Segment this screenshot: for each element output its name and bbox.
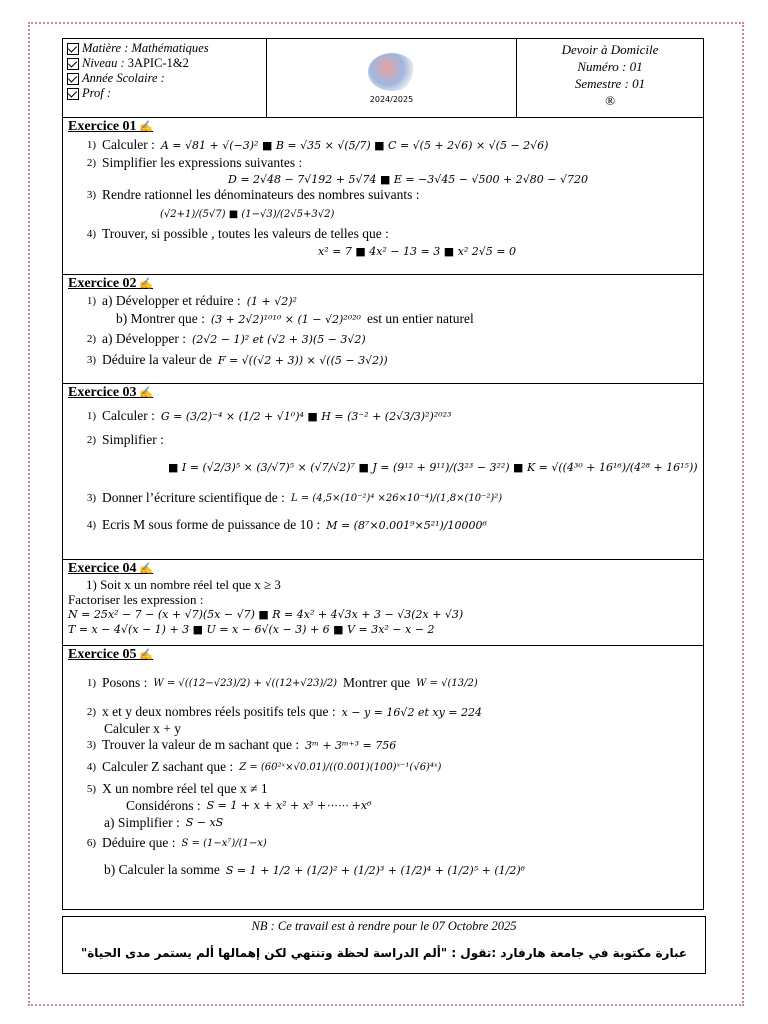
- question-number: 3): [86, 739, 96, 751]
- question: a) Développer :: [102, 331, 186, 346]
- question-number: 1): [86, 410, 96, 422]
- prof: Prof :: [82, 86, 112, 100]
- question-number: 3): [86, 354, 96, 366]
- math: T = x − 4√(x − 1) + 3 ■ U = x − 6√(x − 3) + 6 ■ V = 3x² − x − 2: [68, 623, 435, 636]
- question: Déduire que :: [102, 835, 176, 850]
- question: Simplifier :: [102, 432, 164, 447]
- question-number: 1): [86, 139, 96, 151]
- question: Calculer Z sachant que :: [102, 759, 234, 774]
- exercise-title: Exercice 04: [68, 561, 137, 576]
- worksheet: [62, 38, 704, 910]
- exercise-title: Exercice 05: [68, 647, 137, 662]
- question-number: 1): [86, 677, 96, 689]
- matiere: Matière : Mathématiques: [82, 41, 209, 55]
- math: A = √81 + √(−3)² ■ B = √35 × √(5/7) ■ C = √(5 + 2√6) × √(5 − 2√6): [160, 138, 549, 152]
- question: a) Simplifier :: [104, 814, 180, 830]
- question: Factoriser les expression :: [68, 591, 204, 607]
- question-number: 2): [86, 434, 96, 446]
- math: S = 1 + x + x² + x³ +⋯⋯ +x⁶: [206, 799, 372, 812]
- math: (√2+1)/(5√7) ■ (1−√3)/(2√5+3√2): [160, 208, 335, 220]
- question-number: 2): [86, 333, 96, 345]
- math: (2√2 − 1)² et (√2 + 3)(5 − 3√2): [191, 332, 366, 346]
- question: Rendre rationnel les dénominateurs des nombres suivants :: [102, 187, 420, 202]
- math: G = (3/2)⁻⁴ × (1/2 + √1⁰)⁴ ■ H = (3⁻² + (2√3/3)²)²⁰²³: [160, 409, 452, 423]
- niveau-value: 3APIC-1&2: [127, 56, 189, 70]
- checkbox-icon: [67, 73, 79, 85]
- math: S = (1−x⁷)/(1−x): [181, 837, 267, 849]
- question-number: 4): [86, 519, 96, 531]
- exercise-2: [62, 275, 704, 384]
- school-logo: [368, 53, 416, 91]
- header-devoir: [517, 39, 703, 117]
- math: F = √((√2 + 3)) × √((5 − 3√2)): [217, 353, 388, 367]
- question-number: 2): [86, 706, 96, 718]
- header: [62, 38, 704, 118]
- math: M = (8⁷×0.001⁹×5²¹)/10000⁶: [326, 518, 487, 532]
- math: S − xS: [185, 816, 224, 829]
- question: x et y deux nombres réels positifs tels que :: [102, 704, 336, 719]
- question: Trouver la valeur de m sachant que :: [102, 737, 300, 752]
- checkbox-icon: [67, 88, 79, 100]
- exercise-3: [62, 384, 704, 560]
- math: (3 + 2√2)¹⁰¹⁰ × (1 − √2)²⁰²⁰: [210, 312, 361, 326]
- question: Déduire la valeur de: [102, 352, 212, 367]
- arabic-quote: عبارة مكتوبة في جامعة هارفارد :تقول : "ألم الدراسة لحظة وتنتهي لكن إهمالها ألم يستمر مدى الحياة": [80, 946, 688, 960]
- math: W = √((12−√23)/2) + √((12+√23)/2): [153, 677, 337, 689]
- question-number: 3): [86, 492, 96, 504]
- question: Considérons :: [126, 797, 201, 813]
- question-number: 1): [86, 295, 96, 307]
- pencil-icon: ✍: [136, 649, 153, 661]
- math: N = 25x² − 7 − (x + √7)(5x − √7) ■ R = 4x² + 4√3x + 3 − √3(2x + √3): [68, 608, 464, 621]
- question: Donner l’écriture scientifique de :: [102, 490, 285, 505]
- math: S = 1 + 1/2 + (1/2)² + (1/2)³ + (1/2)⁴ + (1/2)⁵ + (1/2)⁶: [225, 863, 526, 877]
- question: Calculer x + y: [104, 720, 181, 736]
- question: Calculer :: [102, 408, 155, 423]
- pencil-icon: ✍: [136, 387, 153, 399]
- exercise-title: Exercice 01: [68, 119, 137, 134]
- math: Z = (60²ˣ×√0.01)/((0.001)(100)ˣ⁻¹(√6)⁴ˣ): [239, 761, 442, 773]
- math: x² = 7 ■ 4x² − 13 = 3 ■ x² 2√5 = 0: [318, 244, 516, 258]
- registered-mark: ®: [605, 93, 615, 108]
- annee: Année Scolaire :: [82, 71, 165, 85]
- question: 1) Soit x un nombre réel tel que x ≥ 3: [86, 576, 281, 592]
- question: b) Montrer que :: [116, 311, 205, 326]
- question-text: est un entier naturel: [366, 311, 474, 326]
- question: X un nombre réel tel que x ≠ 1: [102, 780, 268, 796]
- math: x − y = 16√2 et xy = 224: [341, 705, 482, 719]
- exercise-title: Exercice 02: [68, 276, 137, 291]
- question: Ecris M sous forme de puissance de 10 :: [102, 517, 321, 532]
- question-number: 4): [86, 228, 96, 240]
- header-logo-area: [267, 39, 517, 117]
- question: a) Développer et réduire :: [102, 293, 241, 308]
- math: D = 2√48 − 7√192 + 5√74 ■ E = −3√45 − √500 + 2√80 − √720: [228, 172, 588, 186]
- question: Calculer :: [102, 137, 155, 152]
- math: L = (4,5×(10⁻²)⁴ ×26×10⁻⁴)/(1,8×(10⁻²)²): [290, 492, 503, 504]
- pencil-icon: ✍: [136, 563, 153, 575]
- math: (1 + √2)²: [246, 294, 297, 308]
- question-number: 2): [86, 157, 96, 169]
- question-text: Montrer que: [342, 675, 411, 690]
- exercise-title: Exercice 03: [68, 385, 137, 400]
- question-number: 3): [86, 189, 96, 201]
- question-number: 4): [86, 761, 96, 773]
- devoir-numero: Numéro : 01: [577, 59, 643, 74]
- question: b) Calculer la somme: [104, 862, 220, 877]
- school-year: 2024/2025: [369, 94, 414, 104]
- math: W = √(13/2): [416, 677, 478, 689]
- checkbox-icon: [67, 43, 79, 55]
- exercise-1: [62, 118, 704, 275]
- semestre: Semestre : 01: [574, 76, 646, 91]
- math: 3ᵐ + 3ᵐ⁺³ = 756: [305, 738, 397, 752]
- question: Trouver, si possible , toutes les valeurs de telles que :: [102, 226, 389, 241]
- nb-note: NB : Ce travail est à rendre pour le 07 Octobre 2025: [251, 919, 517, 933]
- exercise-4: [62, 560, 704, 646]
- checkbox-icon: [67, 58, 79, 70]
- exercise-5: [62, 646, 704, 910]
- question: Posons :: [102, 675, 148, 690]
- devoir-title: Devoir à Domicile: [561, 42, 659, 57]
- pencil-icon: ✍: [136, 278, 153, 290]
- header-info: [63, 39, 267, 117]
- footer-note: [62, 916, 706, 974]
- question-number: 6): [86, 837, 96, 849]
- question: Simplifier les expressions suivantes :: [102, 155, 303, 170]
- niveau-label: Niveau :: [82, 56, 125, 70]
- math: ■ I = (√2/3)⁵ × (3/√7)⁵ × (√7/√2)⁷ ■ J = (9¹² + 9¹¹)/(3²³ − 3²²) ■ K = √((4³⁰ + 16¹⁶)/(4²⁸ + 16¹⁵)): [168, 460, 698, 474]
- question-number: 5): [86, 782, 96, 795]
- pencil-icon: ✍: [136, 121, 153, 133]
